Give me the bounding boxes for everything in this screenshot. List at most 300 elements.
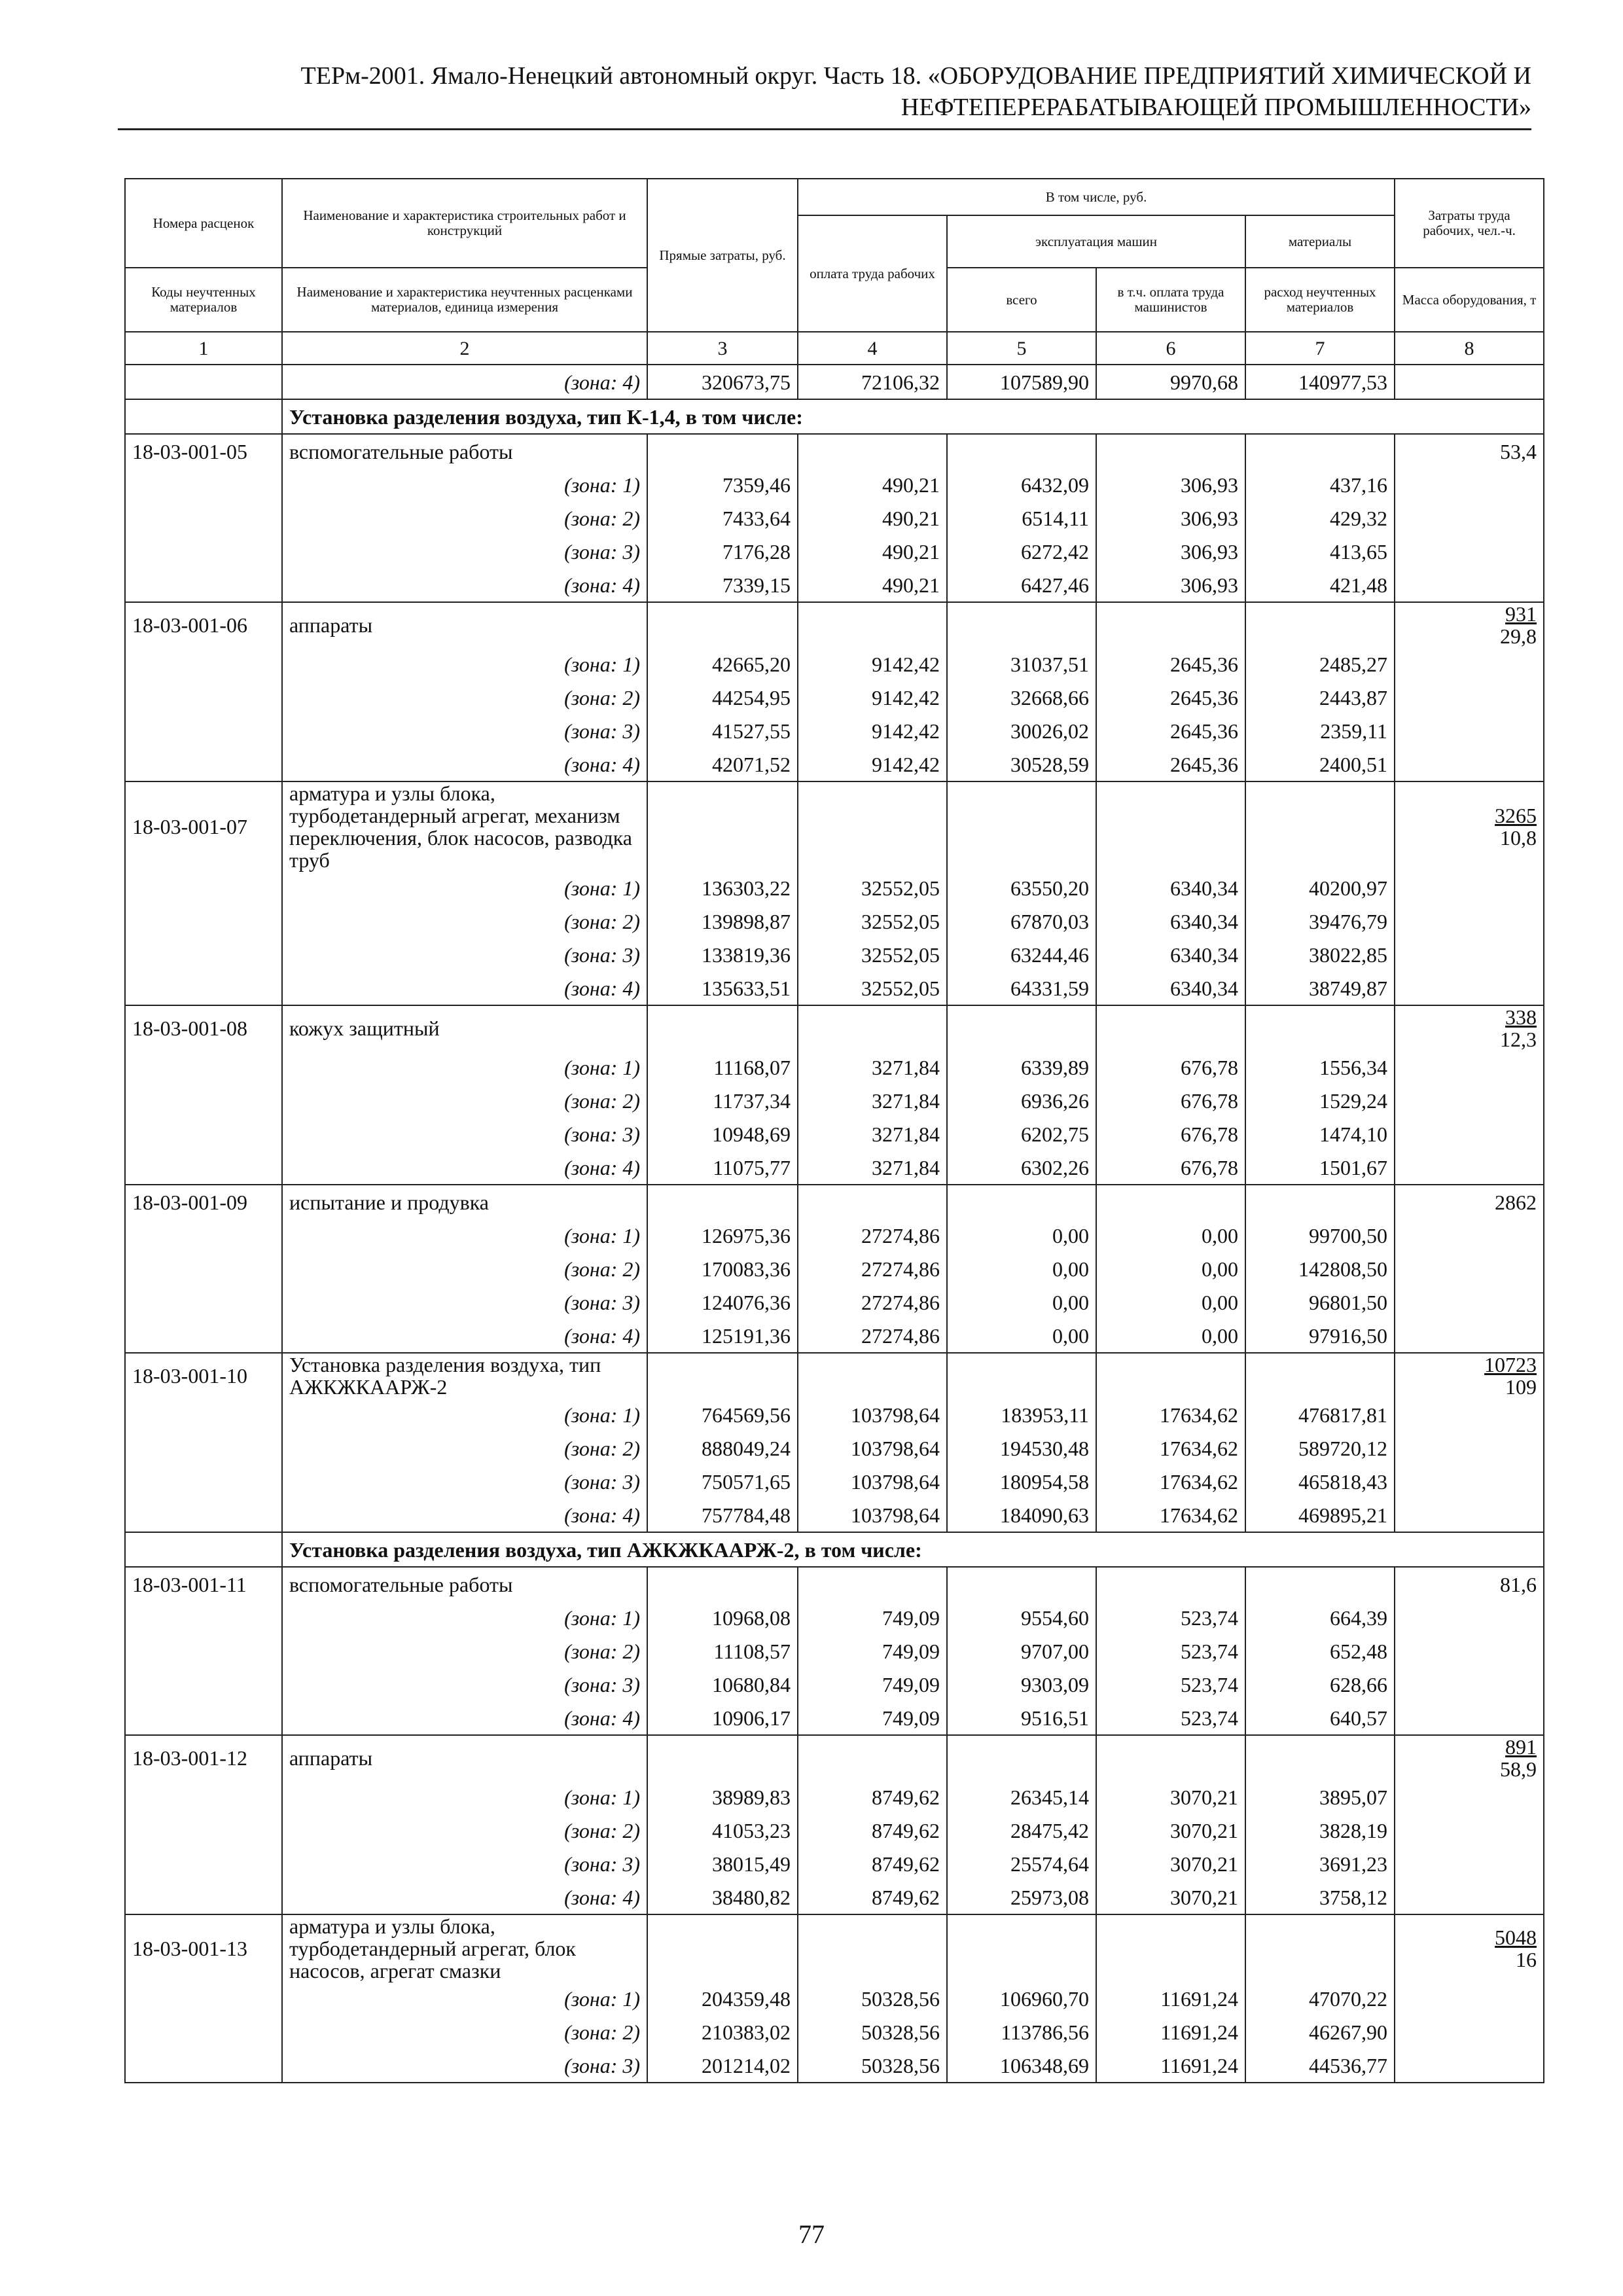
empty-value-cell bbox=[1245, 1353, 1395, 1398]
labor-hours: 338 bbox=[1505, 1005, 1537, 1029]
mass-cell-empty bbox=[1395, 971, 1544, 1005]
labor-hours: 10723 bbox=[1484, 1353, 1537, 1376]
code-cell-empty bbox=[125, 1398, 282, 1431]
code-cell-empty bbox=[125, 1601, 282, 1634]
value-c7: 1529,24 bbox=[1245, 1084, 1395, 1117]
value-c6: 17634,62 bbox=[1096, 1398, 1245, 1431]
zone-label: (зона: 4) bbox=[282, 1880, 647, 1914]
mass-cell-empty bbox=[1395, 1319, 1544, 1353]
value-c3: 201214,02 bbox=[647, 2049, 798, 2083]
value-c6: 676,78 bbox=[1096, 1117, 1245, 1151]
mass-cell-empty bbox=[1395, 1814, 1544, 1847]
value-c6: 6340,34 bbox=[1096, 938, 1245, 971]
value-c4: 3271,84 bbox=[798, 1084, 947, 1117]
empty-value-cell bbox=[798, 1353, 947, 1398]
zone-label: (зона: 1) bbox=[282, 1219, 647, 1252]
value-c3: 44254,95 bbox=[647, 681, 798, 714]
value-c3: 38015,49 bbox=[647, 1847, 798, 1880]
value-c4: 72106,32 bbox=[798, 365, 947, 399]
value-c3: 11168,07 bbox=[647, 1050, 798, 1084]
value-c3: 757784,48 bbox=[647, 1498, 798, 1532]
labor-hours: 5048 bbox=[1495, 1926, 1537, 1949]
value-c6: 0,00 bbox=[1096, 1219, 1245, 1252]
item-name: арматура и узлы блока, турбодетандерный агрегат, блок насосов, агрегат смазки bbox=[282, 1914, 647, 1982]
value-c6: 3070,21 bbox=[1096, 1880, 1245, 1914]
zone-row bbox=[125, 501, 1544, 535]
value-c5: 67870,03 bbox=[947, 905, 1096, 938]
empty-value-cell bbox=[947, 1735, 1096, 1780]
code-cell-empty bbox=[125, 501, 282, 535]
page-number: 77 bbox=[798, 2219, 825, 2249]
mass-cell-empty bbox=[1395, 1285, 1544, 1319]
table-body bbox=[125, 365, 1544, 2083]
value-c5: 6302,26 bbox=[947, 1151, 1096, 1185]
column-number: 2 bbox=[282, 332, 647, 365]
value-c3: 7339,15 bbox=[647, 568, 798, 602]
value-c7: 99700,50 bbox=[1245, 1219, 1395, 1252]
value-c6: 0,00 bbox=[1096, 1319, 1245, 1353]
value-c3: 38480,82 bbox=[647, 1880, 798, 1914]
zone-row bbox=[125, 1814, 1544, 1847]
value-c4: 27274,86 bbox=[798, 1285, 947, 1319]
empty-value-cell bbox=[1096, 1185, 1245, 1219]
zone-label: (зона: 4) bbox=[282, 747, 647, 781]
col3-header: Прямые затраты, руб. bbox=[647, 179, 798, 332]
column-number: 1 bbox=[125, 332, 282, 365]
code-cell-empty bbox=[125, 1701, 282, 1735]
zone-label: (зона: 2) bbox=[282, 1634, 647, 1668]
column-number: 5 bbox=[947, 332, 1096, 365]
value-c7: 469895,21 bbox=[1245, 1498, 1395, 1532]
value-c3: 133819,36 bbox=[647, 938, 798, 971]
zone-label: (зона: 3) bbox=[282, 1847, 647, 1880]
item-name: арматура и узлы блока, турбодетандерный агрегат, механизм переключения, блок насосов, разводка труб bbox=[282, 781, 647, 871]
item-row bbox=[125, 1353, 1544, 1398]
mass-cell-empty bbox=[1395, 2015, 1544, 2049]
value-c4: 32552,05 bbox=[798, 938, 947, 971]
value-c6: 306,93 bbox=[1096, 501, 1245, 535]
mass-cell-empty bbox=[1395, 568, 1544, 602]
value-c6: 676,78 bbox=[1096, 1151, 1245, 1185]
item-name: Установка разделения воздуха, тип АЖКЖКААРЖ-2 bbox=[282, 1353, 647, 1398]
value-c5: 6272,42 bbox=[947, 535, 1096, 568]
mass-cell-empty bbox=[1395, 1498, 1544, 1532]
empty-value-cell bbox=[798, 1005, 947, 1050]
mass-cell-empty bbox=[1395, 468, 1544, 501]
section-title: Установка разделения воздуха, тип АЖКЖКААРЖ-2, в том числе: bbox=[282, 1532, 1544, 1567]
zone-row bbox=[125, 1465, 1544, 1498]
rate-code: 18-03-001-05 bbox=[125, 434, 282, 468]
value-c6: 306,93 bbox=[1096, 535, 1245, 568]
labor-hours: 53,4 bbox=[1500, 439, 1537, 463]
value-c4: 749,09 bbox=[798, 1634, 947, 1668]
value-c4: 490,21 bbox=[798, 468, 947, 501]
mass-cell-empty bbox=[1395, 905, 1544, 938]
labor-hours: 3265 bbox=[1495, 804, 1537, 827]
value-c6: 2645,36 bbox=[1096, 714, 1245, 747]
item-row bbox=[125, 1567, 1544, 1601]
value-c7: 1501,67 bbox=[1245, 1151, 1395, 1185]
value-c4: 50328,56 bbox=[798, 1982, 947, 2015]
value-c7: 437,16 bbox=[1245, 468, 1395, 501]
empty-value-cell bbox=[1096, 1735, 1245, 1780]
code-cell-empty bbox=[125, 1050, 282, 1084]
empty-value-cell bbox=[1245, 1005, 1395, 1050]
zone-label: (зона: 2) bbox=[282, 1431, 647, 1465]
value-c5: 30026,02 bbox=[947, 714, 1096, 747]
empty-value-cell bbox=[647, 1914, 798, 1982]
item-name: аппараты bbox=[282, 1735, 647, 1780]
value-c5: 106960,70 bbox=[947, 1982, 1096, 2015]
zone-row bbox=[125, 1498, 1544, 1532]
machines-header: эксплуатация машин bbox=[947, 215, 1245, 268]
value-c7: 465818,43 bbox=[1245, 1465, 1395, 1498]
mass-cell-empty bbox=[1395, 1050, 1544, 1084]
empty-value-cell bbox=[798, 1735, 947, 1780]
mass-cell bbox=[1395, 781, 1544, 871]
value-c5: 6339,89 bbox=[947, 1050, 1096, 1084]
zone-row bbox=[125, 1431, 1544, 1465]
col4-header: оплата труда рабочих bbox=[798, 215, 947, 332]
empty-value-cell bbox=[647, 1735, 798, 1780]
item-row bbox=[125, 1735, 1544, 1780]
mass-cell-empty bbox=[1395, 1219, 1544, 1252]
value-c5: 6936,26 bbox=[947, 1084, 1096, 1117]
mass-cell bbox=[1395, 1005, 1544, 1050]
value-c4: 490,21 bbox=[798, 568, 947, 602]
zone-row bbox=[125, 971, 1544, 1005]
col2-header-top: Наименование и характеристика строительных работ и конструкций bbox=[282, 179, 647, 268]
mass-cell-empty bbox=[1395, 1151, 1544, 1185]
carry-over-row bbox=[125, 365, 1544, 399]
value-c7: 2485,27 bbox=[1245, 647, 1395, 681]
zone-label: (зона: 4) bbox=[282, 1319, 647, 1353]
zone-label: (зона: 2) bbox=[282, 2015, 647, 2049]
value-c3: 41053,23 bbox=[647, 1814, 798, 1847]
zone-row bbox=[125, 905, 1544, 938]
equipment-mass: 16 bbox=[1516, 1948, 1537, 1971]
value-c3: 320673,75 bbox=[647, 365, 798, 399]
code-cell-empty bbox=[125, 1814, 282, 1847]
column-number: 3 bbox=[647, 332, 798, 365]
item-row bbox=[125, 1005, 1544, 1050]
code-cell-empty bbox=[125, 1498, 282, 1532]
zone-row bbox=[125, 938, 1544, 971]
empty-value-cell bbox=[798, 781, 947, 871]
mass-cell-empty bbox=[1395, 1847, 1544, 1880]
item-row bbox=[125, 1914, 1544, 1982]
mass-cell-empty bbox=[1395, 501, 1544, 535]
empty-value-cell bbox=[647, 1185, 798, 1219]
labor-mass-fraction bbox=[1484, 1354, 1537, 1398]
empty-value-cell bbox=[1096, 602, 1245, 647]
mass-cell bbox=[1395, 434, 1544, 468]
zone-label: (зона: 1) bbox=[282, 1982, 647, 2015]
zone-label: (зона: 2) bbox=[282, 1252, 647, 1285]
value-c7: 476817,81 bbox=[1245, 1398, 1395, 1431]
value-c6: 523,74 bbox=[1096, 1701, 1245, 1735]
value-c3: 135633,51 bbox=[647, 971, 798, 1005]
code-cell-empty bbox=[125, 365, 282, 399]
value-c6: 0,00 bbox=[1096, 1252, 1245, 1285]
value-c5: 32668,66 bbox=[947, 681, 1096, 714]
value-c7: 2400,51 bbox=[1245, 747, 1395, 781]
zone-row bbox=[125, 1398, 1544, 1431]
value-c7: 39476,79 bbox=[1245, 905, 1395, 938]
value-c6: 523,74 bbox=[1096, 1668, 1245, 1701]
value-c6: 17634,62 bbox=[1096, 1465, 1245, 1498]
value-c7: 3691,23 bbox=[1245, 1847, 1395, 1880]
value-c6: 2645,36 bbox=[1096, 647, 1245, 681]
value-c5: 106348,69 bbox=[947, 2049, 1096, 2083]
equipment-mass: 12,3 bbox=[1500, 1028, 1537, 1051]
value-c7: 421,48 bbox=[1245, 568, 1395, 602]
value-c4: 50328,56 bbox=[798, 2049, 947, 2083]
zone-row bbox=[125, 1601, 1544, 1634]
section-heading-row bbox=[125, 1532, 1544, 1567]
empty-value-cell bbox=[647, 1005, 798, 1050]
value-c7: 140977,53 bbox=[1245, 365, 1395, 399]
col2-header-bottom: Наименование и характеристика неучтенных расценками материалов, единица измерения bbox=[282, 268, 647, 332]
zone-row bbox=[125, 681, 1544, 714]
col1-header-bottom: Коды неучтенных материалов bbox=[125, 268, 282, 332]
zone-row bbox=[125, 1701, 1544, 1735]
value-c6: 2645,36 bbox=[1096, 681, 1245, 714]
value-c6: 2645,36 bbox=[1096, 747, 1245, 781]
value-c4: 103798,64 bbox=[798, 1465, 947, 1498]
value-c3: 7176,28 bbox=[647, 535, 798, 568]
value-c4: 8749,62 bbox=[798, 1880, 947, 1914]
zone-row bbox=[125, 1252, 1544, 1285]
value-c6: 3070,21 bbox=[1096, 1814, 1245, 1847]
empty-value-cell bbox=[1245, 1185, 1395, 1219]
zone-label: (зона: 3) bbox=[282, 1285, 647, 1319]
zone-label: (зона: 2) bbox=[282, 681, 647, 714]
zone-row bbox=[125, 1880, 1544, 1914]
empty-value-cell bbox=[1245, 781, 1395, 871]
value-c7: 97916,50 bbox=[1245, 1319, 1395, 1353]
value-c5: 25574,64 bbox=[947, 1847, 1096, 1880]
zone-row bbox=[125, 1634, 1544, 1668]
code-cell-empty bbox=[125, 1319, 282, 1353]
value-c5: 6427,46 bbox=[947, 568, 1096, 602]
empty-value-cell bbox=[1096, 434, 1245, 468]
value-c3: 11108,57 bbox=[647, 1634, 798, 1668]
mass-cell-empty bbox=[1395, 1880, 1544, 1914]
item-row bbox=[125, 602, 1544, 647]
column-number: 4 bbox=[798, 332, 947, 365]
value-c7: 96801,50 bbox=[1245, 1285, 1395, 1319]
value-c3: 7359,46 bbox=[647, 468, 798, 501]
zone-label: (зона: 2) bbox=[282, 905, 647, 938]
rate-code: 18-03-001-12 bbox=[125, 1735, 282, 1780]
value-c7: 3828,19 bbox=[1245, 1814, 1395, 1847]
code-cell-empty bbox=[125, 1084, 282, 1117]
column-number: 6 bbox=[1096, 332, 1245, 365]
empty-value-cell bbox=[798, 1914, 947, 1982]
value-c5: 31037,51 bbox=[947, 647, 1096, 681]
page-header bbox=[118, 60, 1531, 123]
mass-cell bbox=[1395, 1914, 1544, 1982]
code-cell-empty bbox=[125, 468, 282, 501]
mass-cell-empty bbox=[1395, 1252, 1544, 1285]
value-c3: 126975,36 bbox=[647, 1219, 798, 1252]
labor-hours: 2862 bbox=[1495, 1190, 1537, 1214]
code-cell-empty bbox=[125, 1880, 282, 1914]
value-c6: 676,78 bbox=[1096, 1084, 1245, 1117]
value-c6: 3070,21 bbox=[1096, 1780, 1245, 1814]
section-title: Установка разделения воздуха, тип К-1,4, в том числе: bbox=[282, 399, 1544, 434]
value-c4: 8749,62 bbox=[798, 1780, 947, 1814]
code-cell-empty bbox=[125, 1219, 282, 1252]
empty-value-cell bbox=[798, 602, 947, 647]
value-c6: 17634,62 bbox=[1096, 1498, 1245, 1532]
zone-label: (зона: 1) bbox=[282, 1780, 647, 1814]
zone-label: (зона: 2) bbox=[282, 1814, 647, 1847]
value-c3: 10968,08 bbox=[647, 1601, 798, 1634]
value-c3: 11737,34 bbox=[647, 1084, 798, 1117]
code-cell-empty bbox=[125, 399, 282, 434]
zone-label: (зона: 3) bbox=[282, 1117, 647, 1151]
value-c4: 749,09 bbox=[798, 1601, 947, 1634]
mass-cell-empty bbox=[1395, 1465, 1544, 1498]
empty-value-cell bbox=[1245, 434, 1395, 468]
zone-row bbox=[125, 1847, 1544, 1880]
value-c5: 0,00 bbox=[947, 1285, 1096, 1319]
value-c6: 11691,24 bbox=[1096, 2049, 1245, 2083]
code-cell-empty bbox=[125, 1847, 282, 1880]
rate-code: 18-03-001-09 bbox=[125, 1185, 282, 1219]
zone-row bbox=[125, 468, 1544, 501]
mass-cell-empty bbox=[1395, 535, 1544, 568]
value-c7: 589720,12 bbox=[1245, 1431, 1395, 1465]
labor-mass-fraction bbox=[1500, 603, 1537, 647]
value-c3: 10680,84 bbox=[647, 1668, 798, 1701]
zone-row bbox=[125, 747, 1544, 781]
value-c3: 41527,55 bbox=[647, 714, 798, 747]
value-c7: 46267,90 bbox=[1245, 2015, 1395, 2049]
empty-value-cell bbox=[1245, 602, 1395, 647]
code-cell-empty bbox=[125, 1151, 282, 1185]
item-name: вспомогательные работы bbox=[282, 434, 647, 468]
empty-value-cell bbox=[947, 1914, 1096, 1982]
value-c3: 750571,65 bbox=[647, 1465, 798, 1498]
mass-cell-empty bbox=[1395, 681, 1544, 714]
zone-label: (зона: 1) bbox=[282, 871, 647, 905]
mass-cell bbox=[1395, 1353, 1544, 1398]
code-cell-empty bbox=[125, 647, 282, 681]
value-c7: 664,39 bbox=[1245, 1601, 1395, 1634]
empty-value-cell bbox=[647, 602, 798, 647]
empty-value-cell bbox=[647, 1353, 798, 1398]
mass-cell-empty bbox=[1395, 647, 1544, 681]
value-c5: 0,00 bbox=[947, 1252, 1096, 1285]
empty-value-cell bbox=[647, 434, 798, 468]
zone-row bbox=[125, 568, 1544, 602]
labor-mass-fraction bbox=[1495, 804, 1537, 849]
value-c4: 3271,84 bbox=[798, 1117, 947, 1151]
value-c6: 676,78 bbox=[1096, 1050, 1245, 1084]
code-cell-empty bbox=[125, 2015, 282, 2049]
mass-cell-empty bbox=[1395, 1398, 1544, 1431]
value-c3: 125191,36 bbox=[647, 1319, 798, 1353]
mass-cell bbox=[1395, 1567, 1544, 1601]
zone-row bbox=[125, 1084, 1544, 1117]
code-cell-empty bbox=[125, 1252, 282, 1285]
value-c5: 64331,59 bbox=[947, 971, 1096, 1005]
value-c4: 8749,62 bbox=[798, 1814, 947, 1847]
value-c5: 107589,90 bbox=[947, 365, 1096, 399]
value-c4: 749,09 bbox=[798, 1668, 947, 1701]
item-row bbox=[125, 781, 1544, 871]
value-c5: 113786,56 bbox=[947, 2015, 1096, 2049]
value-c5: 184090,63 bbox=[947, 1498, 1096, 1532]
code-cell-empty bbox=[125, 938, 282, 971]
mass-cell bbox=[1395, 1735, 1544, 1780]
zone-row bbox=[125, 1117, 1544, 1151]
value-c6: 306,93 bbox=[1096, 568, 1245, 602]
code-cell-empty bbox=[125, 1668, 282, 1701]
mass-cell-empty bbox=[1395, 871, 1544, 905]
value-c4: 32552,05 bbox=[798, 905, 947, 938]
code-cell-empty bbox=[125, 1117, 282, 1151]
value-c5: 26345,14 bbox=[947, 1780, 1096, 1814]
value-c4: 32552,05 bbox=[798, 971, 947, 1005]
equipment-mass: 58,9 bbox=[1500, 1757, 1537, 1781]
mass-cell-empty bbox=[1395, 1431, 1544, 1465]
rate-code: 18-03-001-13 bbox=[125, 1914, 282, 1982]
value-c5: 194530,48 bbox=[947, 1431, 1096, 1465]
value-c3: 11075,77 bbox=[647, 1151, 798, 1185]
value-c3: 124076,36 bbox=[647, 1285, 798, 1319]
value-c3: 42665,20 bbox=[647, 647, 798, 681]
mass-cell-empty bbox=[1395, 1601, 1544, 1634]
value-c4: 27274,86 bbox=[798, 1219, 947, 1252]
code-cell-empty bbox=[125, 1532, 282, 1567]
empty-value-cell bbox=[798, 1567, 947, 1601]
value-c4: 50328,56 bbox=[798, 2015, 947, 2049]
zone-label: (зона: 1) bbox=[282, 647, 647, 681]
item-row bbox=[125, 1185, 1544, 1219]
value-c7: 429,32 bbox=[1245, 501, 1395, 535]
rate-code: 18-03-001-08 bbox=[125, 1005, 282, 1050]
zone-label: (зона: 1) bbox=[282, 1398, 647, 1431]
empty-value-cell bbox=[1245, 1567, 1395, 1601]
zone-label: (зона: 3) bbox=[282, 1465, 647, 1498]
mass-cell-empty bbox=[1395, 938, 1544, 971]
value-c4: 9142,42 bbox=[798, 714, 947, 747]
mass-cell-empty bbox=[1395, 2049, 1544, 2083]
section-heading-row bbox=[125, 399, 1544, 434]
zone-label: (зона: 4) bbox=[282, 365, 647, 399]
empty-value-cell bbox=[947, 1005, 1096, 1050]
labor-hours: 81,6 bbox=[1500, 1572, 1537, 1596]
code-cell-empty bbox=[125, 681, 282, 714]
item-name: кожух защитный bbox=[282, 1005, 647, 1050]
empty-value-cell bbox=[647, 1567, 798, 1601]
zone-row bbox=[125, 1319, 1544, 1353]
code-cell-empty bbox=[125, 1465, 282, 1498]
value-c4: 490,21 bbox=[798, 501, 947, 535]
code-cell-empty bbox=[125, 568, 282, 602]
rate-code: 18-03-001-10 bbox=[125, 1353, 282, 1398]
value-c3: 204359,48 bbox=[647, 1982, 798, 2015]
value-c3: 210383,02 bbox=[647, 2015, 798, 2049]
code-cell-empty bbox=[125, 905, 282, 938]
column-numbers-row bbox=[125, 332, 1544, 365]
mass-cell-empty bbox=[1395, 1668, 1544, 1701]
column-number: 7 bbox=[1245, 332, 1395, 365]
